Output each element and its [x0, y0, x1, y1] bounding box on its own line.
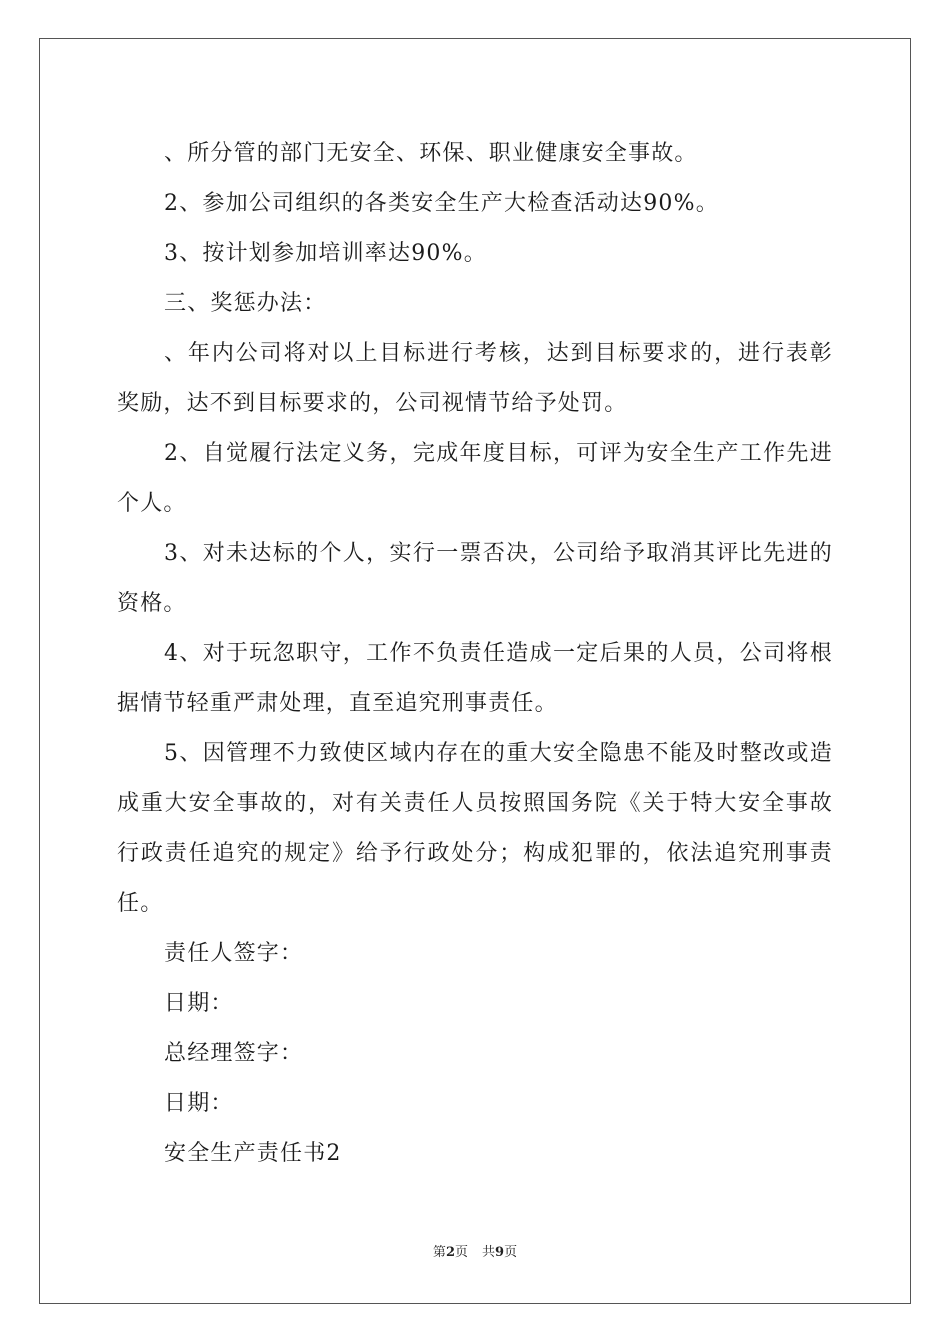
paragraph-major-hazard: 5、因管理不力致使区域内存在的重大安全隐患不能及时整改或造成重大安全事故的，对有关责任人员按照国务院《关于特大安全事故行政责任追究的规定》给予行政处分；构成犯罪的，依法追究刑事责任。 [117, 741, 833, 916]
paragraph-veto: 3、对未达标的个人，实行一票否决，公司给予取消其评比先进的资格。 [117, 541, 833, 616]
footer-page-suffix: 页 [454, 1245, 468, 1260]
next-document-title: 安全生产责任书2 [164, 1141, 342, 1166]
footer-total-prefix: 共 [482, 1245, 496, 1260]
paragraph-negligence: 4、对于玩忽职守，工作不负责任造成一定后果的人员，公司将根据情节轻重严肃处理，直至追究刑事责任。 [117, 641, 833, 716]
footer-page-prefix: 第 [432, 1245, 446, 1260]
paragraph-no-accident: 、所分管的部门无安全、环保、职业健康安全事故。 [164, 141, 698, 166]
footer-page-current: 2 [445, 1245, 455, 1260]
footer-page-total: 9 [495, 1245, 505, 1260]
signature-general-manager: 总经理签字： [164, 1041, 304, 1066]
paragraph-inspection-rate: 2、参加公司组织的各类安全生产大检查活动达90%。 [164, 191, 719, 216]
document-body [117, 129, 833, 1179]
signature-date-1: 日期： [164, 991, 234, 1016]
signature-date-2: 日期： [164, 1091, 234, 1116]
paragraph-assessment: 、年内公司将对以上目标进行考核，达到目标要求的，进行表彰奖励，达不到目标要求的，公司视情节给予处罚。 [117, 341, 833, 416]
signature-responsible-person: 责任人签字： [164, 941, 304, 966]
paragraph-advanced-individual: 2、自觉履行法定义务，完成年度目标，可评为安全生产工作先进个人。 [117, 441, 833, 516]
paragraph-training-rate: 3、按计划参加培训率达90%。 [164, 241, 487, 266]
section-heading-rewards: 三、奖惩办法： [164, 291, 327, 316]
page-footer [0, 1244, 950, 1262]
footer-total-suffix: 页 [504, 1245, 518, 1260]
